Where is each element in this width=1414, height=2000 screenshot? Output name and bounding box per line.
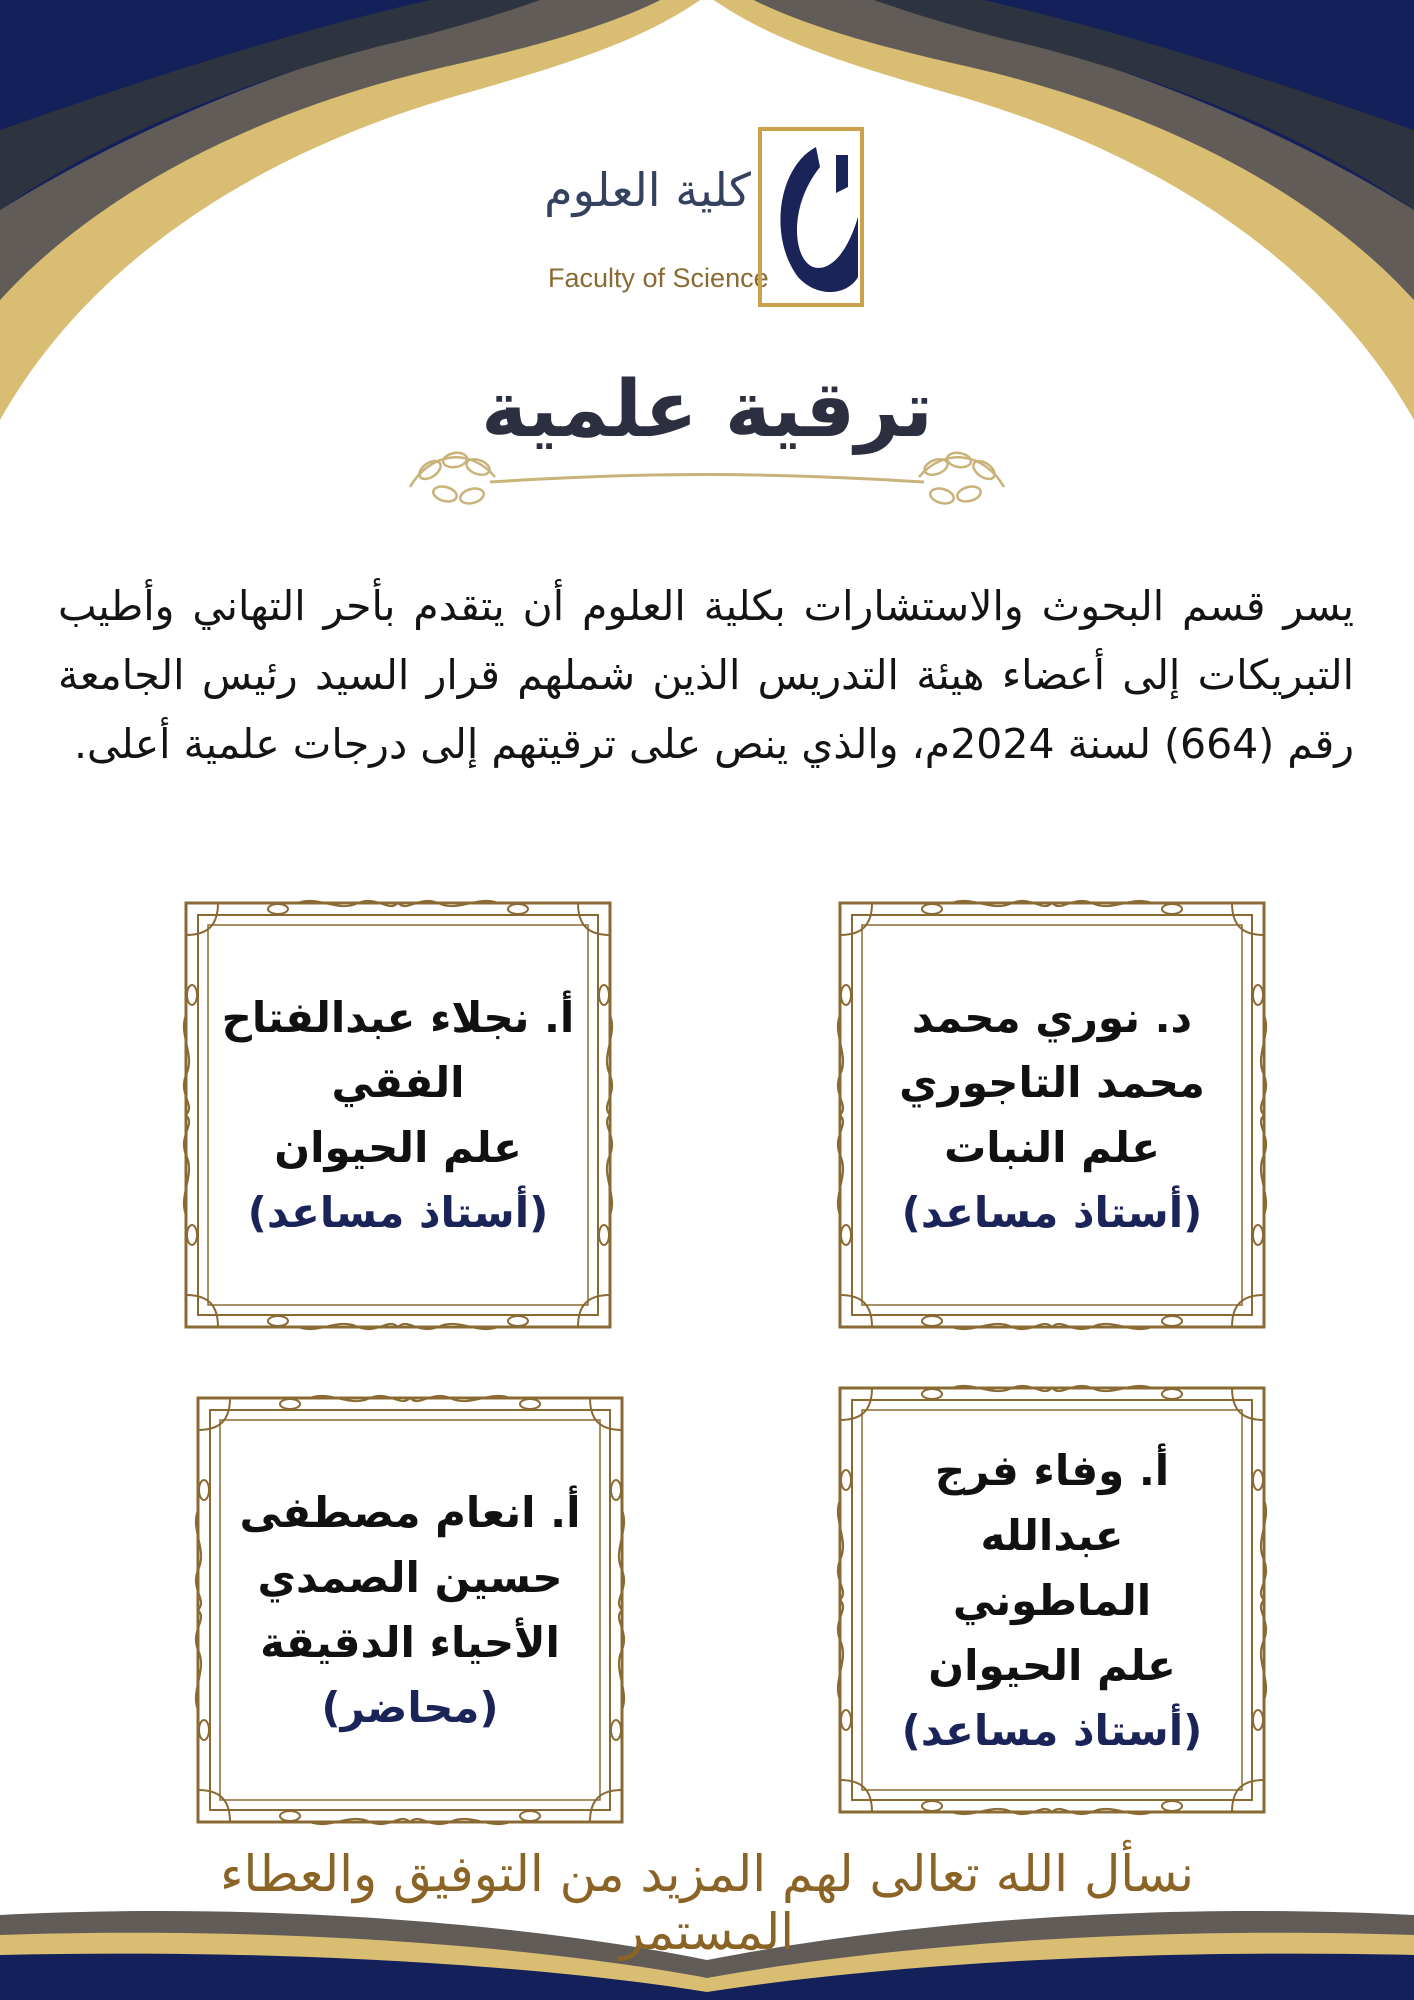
- logo-english-text: Faculty of Science: [548, 263, 769, 293]
- card-name-line: د. نوري محمد: [911, 993, 1193, 1042]
- card-department: علم الحيوان: [274, 1123, 522, 1172]
- card-department: علم الحيوان: [928, 1640, 1176, 1690]
- card-department: الأحياء الدقيقة: [260, 1618, 560, 1667]
- faculty-emblem-icon: [758, 127, 864, 307]
- card-name-line: أ. نجلاء عبدالفتاح: [221, 993, 575, 1042]
- card-department: علم النبات: [944, 1123, 1160, 1172]
- card-rank: (أستاذ مساعد): [901, 1705, 1203, 1755]
- floral-ornament-icon: [400, 432, 1014, 512]
- promotion-card: [832, 895, 1272, 1335]
- promotion-card: [832, 1380, 1272, 1820]
- card-name-line: حسين الصمدي: [257, 1553, 563, 1602]
- card-rank: (محاضر): [321, 1683, 499, 1732]
- card-name-line: الماطوني: [952, 1575, 1152, 1625]
- closing-prayer: نسأل الله تعالى لهم المزيد من التوفيق والعطاء المستمر: [219, 1845, 1195, 1961]
- card-name-line: أ. انعام مصطفى: [239, 1488, 581, 1537]
- page-title: ترقية علمية: [481, 365, 933, 455]
- logo-arabic-text: كلية العلوم: [544, 163, 751, 217]
- promotion-card: [190, 1390, 630, 1830]
- promotion-card: [178, 895, 618, 1335]
- card-name-line: أ. وفاء فرج عبدالله: [934, 1445, 1170, 1560]
- intro-paragraph: يسر قسم البحوث والاستشارات بكلية العلوم أن يتقدم بأحر التهاني وأطيب التبريكات إلى أعضاء هيئة التدريس الذين شملهم قرار السيد رئيس الجامعة رقم (664) لسنة 2024م، والذي ينص على ترقيتهم إلى درجات علمية أعلى.: [58, 582, 1354, 768]
- card-name-line: الفقي: [331, 1058, 465, 1107]
- faculty-logo: [540, 125, 875, 310]
- card-name-line: محمد التاجوري: [899, 1058, 1205, 1107]
- card-rank: (أستاذ مساعد): [247, 1188, 549, 1237]
- card-rank: (أستاذ مساعد): [901, 1188, 1203, 1237]
